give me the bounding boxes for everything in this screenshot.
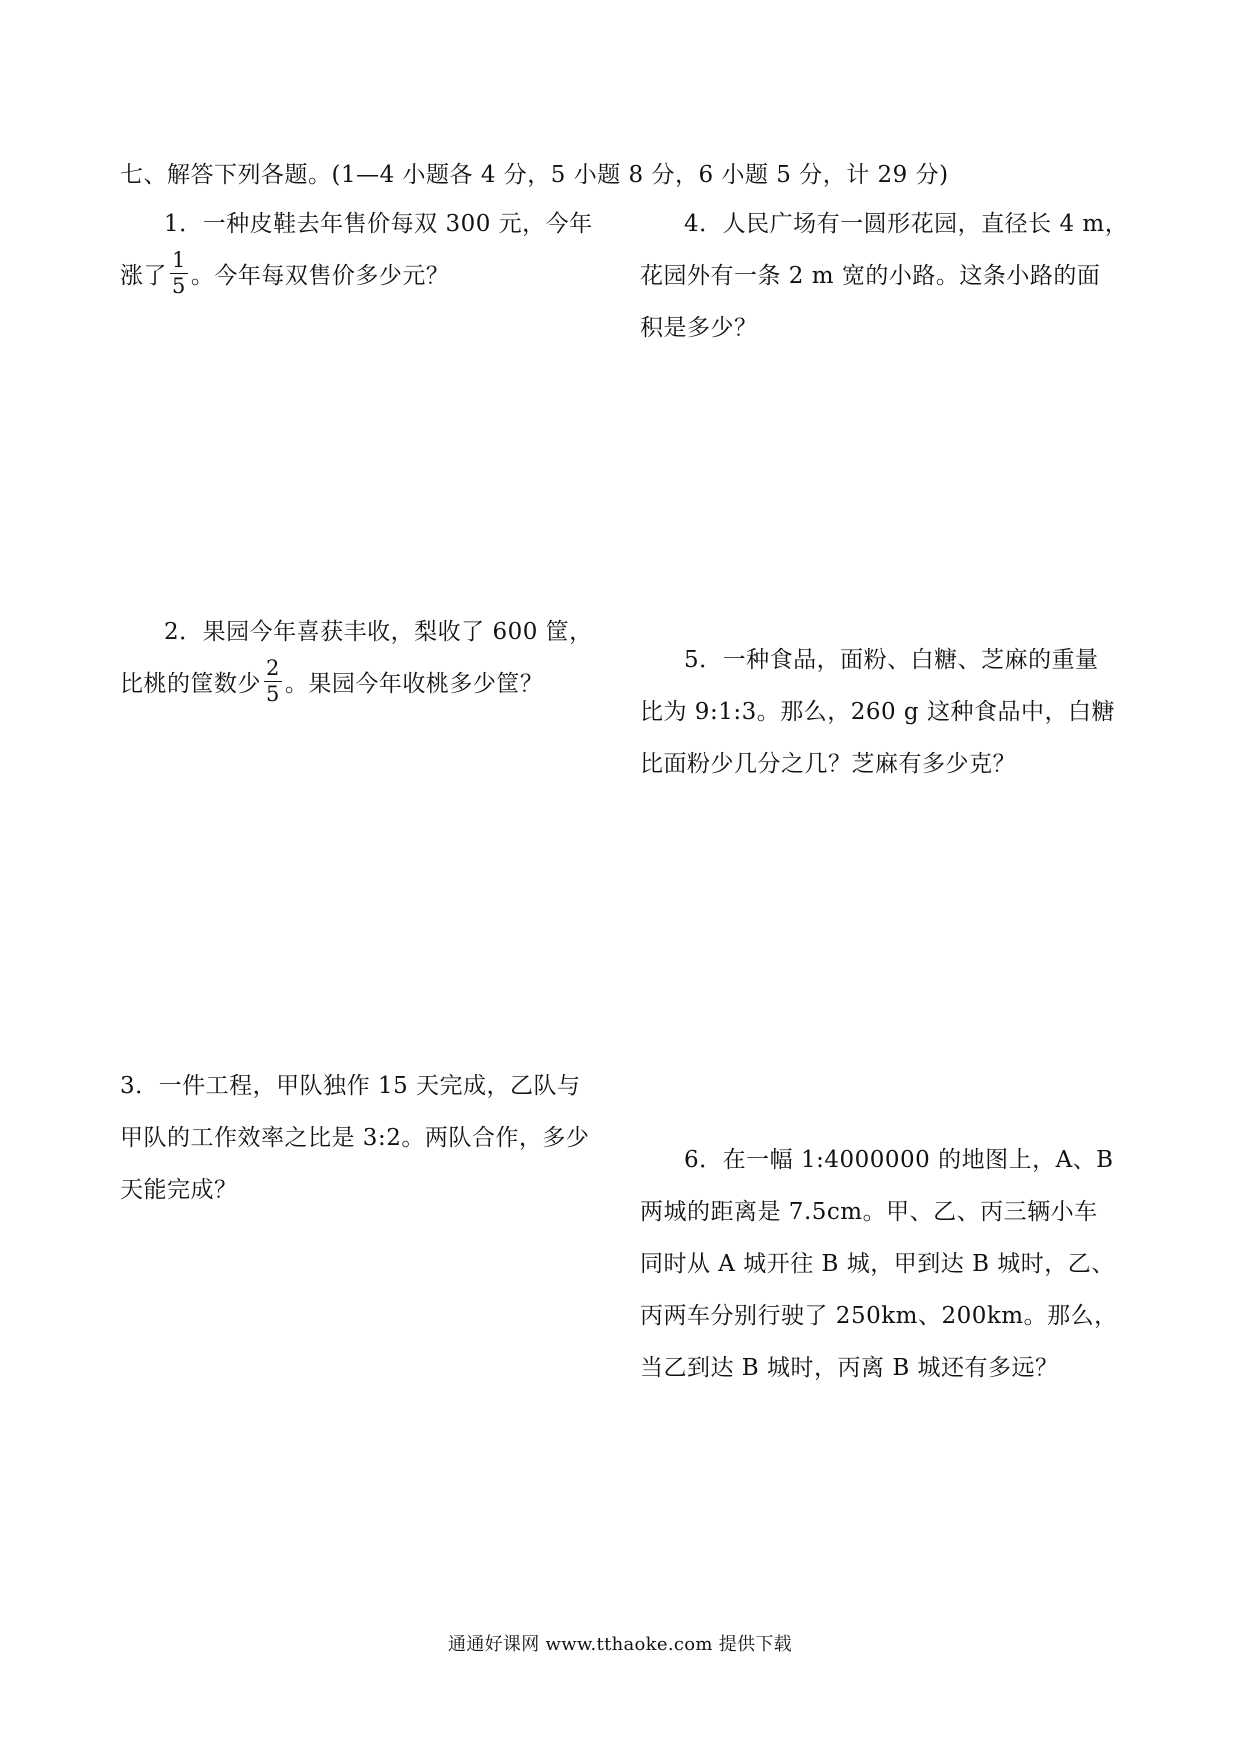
problem-4-line-1: 4．人民广场有一圆形花园，直径长 4 m，	[684, 211, 1129, 237]
problem-4-line-2: 花园外有一条 2 m 宽的小路。这条小路的面	[640, 263, 1101, 289]
problem-5	[640, 634, 1115, 790]
problem-2	[120, 606, 593, 710]
problem-6-line-5: 当乙到达 B 城时，丙离 B 城还有多远？	[640, 1355, 1059, 1381]
problem-5-line-1: 5．一种食品，面粉、白糖、芝麻的重量	[684, 647, 1099, 673]
problem-1-text-after-fraction: 。今年每双售价多少元？	[190, 263, 450, 289]
problem-4-line-3: 积是多少？	[640, 315, 758, 341]
problem-1-line-2	[120, 250, 593, 302]
problem-3	[120, 1060, 589, 1216]
problem-5-line-3: 比面粉少几分之几？芝麻有多少克？	[640, 751, 1016, 777]
problem-1-text-before-fraction: 涨了	[120, 263, 167, 289]
problem-2-fraction	[264, 656, 282, 705]
fraction-numerator: 2	[266, 656, 280, 681]
problem-1-fraction	[170, 248, 188, 297]
problem-6	[640, 1134, 1118, 1394]
problem-3-line-2: 甲队的工作效率之比是 3:2。两队合作，多少	[120, 1125, 590, 1151]
fraction-denominator: 5	[172, 273, 186, 298]
problem-6-line-2: 两城的距离是 7.5cm。甲、乙、丙三辆小车	[640, 1199, 1098, 1225]
problem-2-text-before-fraction: 比桃的筐数少	[120, 671, 261, 697]
problem-6-line-3: 同时从 A 城开往 B 城，甲到达 B 城时，乙、	[640, 1251, 1115, 1277]
fraction-denominator: 5	[266, 681, 280, 706]
problem-1-line-1: 1．一种皮鞋去年售价每双 300 元，今年	[164, 211, 593, 237]
problem-1	[120, 198, 593, 302]
problem-6-line-1: 6．在一幅 1:4000000 的地图上，A、B	[684, 1147, 1114, 1173]
problem-2-line-1: 2．果园今年喜获丰收，梨收了 600 筐，	[164, 619, 593, 645]
page-footer: 通通好课网 www.tthaoke.com 提供下载	[448, 1634, 792, 1655]
problem-2-text-after-fraction: 。果园今年收桃多少筐？	[284, 671, 544, 697]
problem-4	[640, 198, 1128, 354]
problem-3-line-3: 天能完成？	[120, 1177, 238, 1203]
fraction-numerator: 1	[172, 248, 186, 273]
problem-6-line-4: 丙两车分别行驶了 250km、200km。那么，	[640, 1303, 1118, 1329]
problem-2-line-2	[120, 658, 593, 710]
problem-5-line-2: 比为 9:1:3。那么，260 g 这种食品中，白糖	[640, 699, 1115, 725]
section-heading: 七、解答下列各题。(1—4 小题各 4 分，5 小题 8 分，6 小题 5 分，计 29 分)	[120, 162, 949, 188]
problem-3-line-1: 3．一件工程，甲队独作 15 天完成，乙队与	[120, 1073, 581, 1099]
